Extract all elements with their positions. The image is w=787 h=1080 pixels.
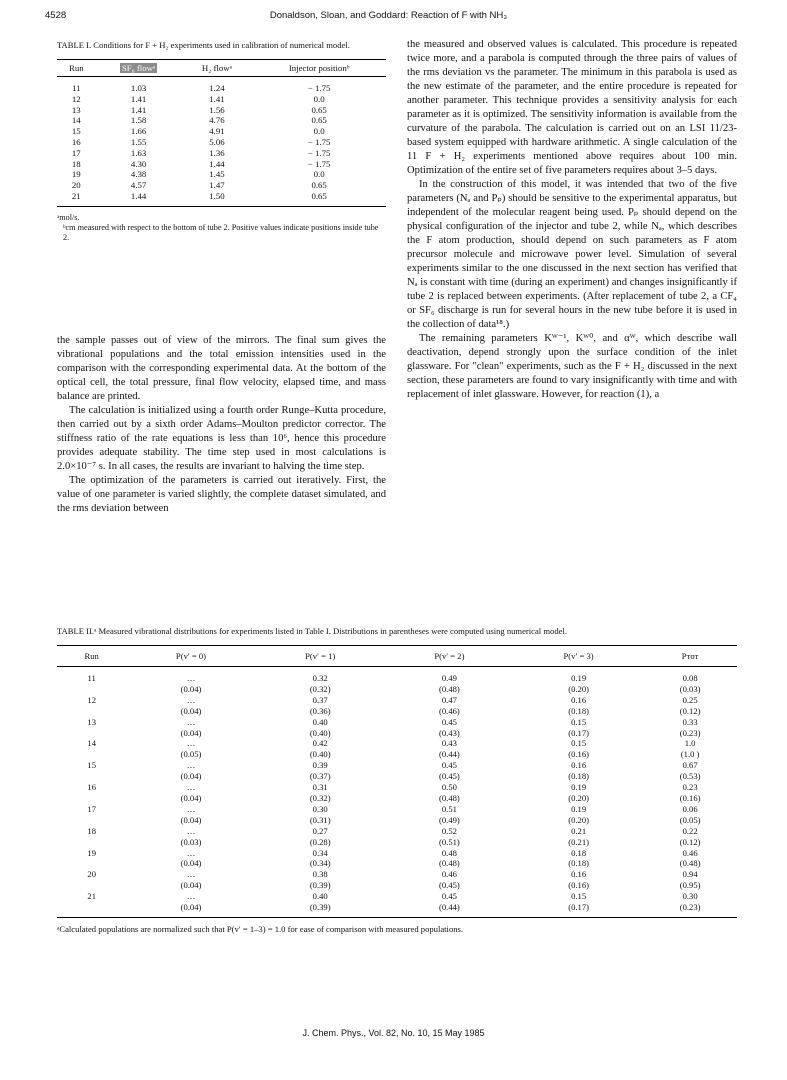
table-cell: 1.63	[130, 147, 147, 158]
table-cell: 0.34	[312, 847, 328, 858]
table-row	[57, 869, 737, 880]
table-cell: 0.32	[312, 673, 328, 683]
table-cell: …	[186, 803, 196, 814]
table-cell: 0.40	[312, 891, 328, 902]
table-cell: 0.38	[312, 869, 328, 880]
paragraph: the sample passes out of view of the mirrors. The final sum gives the vibrational populations and the total emission intensities used in the comparison with the corresponding experimental data. At the bottom of the optical cell, the total pressure, final flow velocity, elapsed time, and mass balance are printed.	[57, 335, 386, 402]
table-cell: 1.24	[209, 83, 225, 93]
table-cell	[57, 749, 126, 760]
table-row	[57, 902, 737, 917]
table-row	[57, 738, 737, 749]
table-1	[57, 59, 386, 207]
table-cell: (0.20)	[568, 814, 589, 825]
paragraph: The remaining parameters Kᵂ⁻¹, Kᵂ⁰, and αᵂ, which describe wall deactivation, depend strongly upon the surface condition of the inlet glassware. For "clean" experiments, such as the F + H₂ discussed in the next section, these parameters are found to vary insignificantly with time and with replacement of inlet glassware. However, for reaction (1), a	[407, 333, 737, 400]
table-row	[57, 180, 386, 191]
table-cell	[57, 815, 126, 826]
table-cell: 1.03	[130, 83, 147, 93]
table-cell: 0.16	[571, 869, 587, 880]
table-row	[57, 837, 737, 848]
table-cell: 0.08	[682, 673, 698, 683]
table-cell: 0.65	[311, 115, 327, 126]
table-cell: 1.66	[130, 126, 147, 137]
table-cell: 1.41	[209, 93, 225, 104]
table-cell: 13	[87, 716, 96, 727]
table-cell: (0.48)	[439, 792, 460, 803]
table-cell: …	[186, 782, 196, 793]
table-cell: (0.37)	[309, 771, 331, 782]
table-cell: (0.49)	[439, 814, 460, 825]
table-cell: …	[186, 738, 196, 749]
table-cell: 5.06	[209, 136, 225, 147]
column-header: Pᴛᴏᴛ	[643, 646, 737, 667]
table-cell: 1.45	[209, 169, 225, 180]
table-cell: (0.36)	[309, 705, 331, 716]
column-header: Injector positionᵇ	[252, 60, 386, 77]
table-cell: 17	[71, 147, 81, 158]
table-row	[57, 826, 737, 837]
table-cell: (0.12)	[679, 836, 701, 847]
table-cell: 4.57	[130, 180, 147, 191]
table-cell: 1.36	[209, 147, 225, 158]
table-cell: 0.06	[682, 803, 698, 814]
table-cell: 0.43	[441, 738, 457, 749]
table-cell: 4.30	[130, 158, 147, 169]
paragraph: In the construction of this model, it was intended that two of the five parameters (Nₐ and Pₚ) should be sensitive to the experimental apparatus, but independent of the molecular reagent being used. Pₚ should depend on the physical configuration of the injector and tube 2, while Nₐ, which describes the F atom production, should depend on such parameters as F atom precursor molecule and microwave power level. Simulation of several experiments similar to the one discussed in the next section has verified that Nₐ is constant with time (during an experiment) and changes insignificantly if tube 2 is replaced between experiments. (After replacement of tube 2, a CF₄ or SF₆ discharge is run for several hours in the new tube before it is used in the collection of data¹⁸.)	[407, 179, 737, 330]
table-cell: 0.46	[441, 869, 457, 880]
table-cell: 0.65	[311, 104, 327, 115]
table-row	[57, 667, 737, 684]
table-cell: 1.56	[209, 104, 225, 115]
table-cell: 0.45	[441, 891, 457, 902]
table-row	[57, 858, 737, 869]
table-cell: (0.23)	[643, 902, 737, 917]
table-row	[57, 760, 737, 771]
journal-footer: J. Chem. Phys., Vol. 82, No. 10, 15 May 1985	[302, 1028, 485, 1038]
table-cell: (0.48)	[679, 858, 701, 869]
table-cell: …	[186, 716, 196, 727]
table-cell: (0.51)	[439, 836, 460, 847]
table-cell: (0.16)	[568, 749, 589, 760]
table-cell: (0.17)	[514, 902, 643, 917]
table-row	[57, 717, 737, 728]
table-cell: 14	[87, 738, 96, 749]
table-cell: 0.42	[312, 738, 328, 749]
table-cell: 0.48	[441, 847, 457, 858]
table-row	[57, 891, 737, 902]
highlighted-header: SF₆ flowᵃ	[121, 63, 156, 73]
table-cell: 4.91	[209, 126, 225, 137]
table-cell: 4.76	[209, 115, 225, 126]
table-cell: (0.04)	[126, 902, 255, 917]
table-cell: (0.21)	[568, 836, 589, 847]
table-cell: (0.34)	[309, 858, 331, 869]
table-cell: 11	[72, 83, 81, 93]
table-row	[57, 706, 737, 717]
table-2	[57, 645, 737, 918]
table-cell: 0.19	[571, 782, 587, 793]
table-cell: 0.23	[682, 782, 698, 793]
table-cell: 12	[87, 694, 96, 705]
table-cell: (0.03)	[679, 683, 701, 694]
table-cell: (0.39)	[309, 880, 331, 891]
table-row	[57, 115, 386, 126]
table-cell: (0.04)	[180, 792, 202, 803]
table-cell: 0.37	[312, 694, 328, 705]
table-cell: (0.04)	[180, 771, 202, 782]
table-cell: …	[186, 760, 196, 771]
table-cell: 14	[71, 115, 81, 126]
table-cell: (0.28)	[309, 836, 331, 847]
table-cell: 15	[71, 126, 81, 137]
table-row	[57, 684, 737, 695]
table-cell: 0.30	[312, 803, 328, 814]
table-cell: (0.31)	[309, 814, 331, 825]
table-row	[57, 782, 737, 793]
table-row	[57, 77, 386, 94]
table-cell: (0.16)	[679, 792, 701, 803]
table-cell: 0.21	[571, 825, 587, 836]
table-cell: 0.50	[441, 782, 457, 793]
table-cell: 0.45	[441, 716, 457, 727]
table-cell: 0.0	[313, 93, 325, 104]
table-cell: 0.52	[441, 825, 457, 836]
table-cell: 0.40	[312, 716, 328, 727]
table-2-block	[57, 626, 737, 935]
table-cell	[57, 684, 126, 695]
table-2-caption: TABLE II.ᵃ Measured vibrational distributions for experiments listed in Table I. Distributions in parentheses were computed using numerical model.	[57, 626, 567, 636]
table-row	[57, 848, 737, 859]
table-row	[57, 815, 737, 826]
table-row	[57, 880, 737, 891]
table-cell: 20	[87, 869, 96, 880]
table-2-footnote: ᵃCalculated populations are normalized such that P(v′ = 1–3) = 1.0 for ease of comparison with measured populations.	[57, 923, 464, 934]
table-cell: 0.46	[682, 847, 698, 858]
table-1-footnote-a: ᵃmol/s.	[57, 212, 80, 222]
table-cell: 0.0	[313, 169, 325, 180]
table-cell: (0.46)	[439, 705, 460, 716]
table-cell	[57, 728, 126, 739]
table-cell: …	[186, 694, 196, 705]
table-cell: 1.44	[209, 158, 225, 169]
table-cell: 0.65	[252, 191, 386, 206]
table-cell: 0.27	[312, 825, 328, 836]
table-cell: 0.15	[571, 738, 587, 749]
table-cell: (0.04)	[180, 880, 202, 891]
table-cell: (0.44)	[439, 749, 460, 760]
table-cell: (0.40)	[309, 727, 331, 738]
table-cell: (0.18)	[568, 771, 589, 782]
table-cell: 1.55	[130, 136, 147, 147]
table-cell	[57, 771, 126, 782]
table-cell: (0.53)	[679, 771, 701, 782]
table-cell: (0.18)	[568, 858, 589, 869]
table-cell: (0.23)	[679, 727, 701, 738]
table-cell: 0.15	[571, 891, 587, 902]
paragraph: The calculation is initialized using a fourth order Runge–Kutta procedure, then carried out by a sixth order Adams–Moulton predictor corrector. The stiffness ratio of the rate equations is less than 10⁶, hence this procedure provides adequate stability. The time step used in most calculations is 2.0×10⁻⁷ s. In all cases, the results are invariant to halving the time step.	[57, 405, 386, 472]
table-cell: (0.32)	[309, 683, 331, 694]
table-cell: 0.31	[312, 782, 328, 793]
table-cell: …	[186, 891, 196, 902]
table-cell: (0.04)	[180, 705, 202, 716]
table-cell	[57, 880, 126, 891]
table-cell: 20	[71, 180, 81, 191]
table-row	[57, 94, 386, 105]
table-cell: 0.67	[682, 760, 698, 771]
table-cell: 19	[71, 169, 81, 180]
table-row	[57, 793, 737, 804]
table-1-footnote-b: ᵇcm measured with respect to the bottom of tube 2. Positive values indicate positions inside tube 2.	[63, 222, 379, 242]
table-cell	[57, 858, 126, 869]
paragraph: the measured and observed values is calculated. This procedure is repeated twice more, and a parabola is computed through the three pairs of values of the rms deviation vs the parameter. The minimum in this parabola is used as the new estimate of the parameter, and the entire procedure is repeated for another parameter. This technique provides a sensitivity analysis for each parameter as it is optimized. The sensitivity information is available from the curvature of the parabola. The calculation is carried out on an LSI 11/23-based system equipped with hardware arithmetic. A single calculation of the 11 F + H₂ experiments mentioned above requires about 100 min. Optimization of the entire set of five parameters requires about 3–5 days.	[407, 39, 737, 176]
table-cell: 0.33	[682, 716, 698, 727]
table-cell: (0.04)	[180, 727, 202, 738]
table-cell: (0.20)	[568, 792, 589, 803]
table-cell: (0.12)	[679, 705, 701, 716]
table-cell: (0.04)	[180, 858, 202, 869]
table-cell: …	[186, 847, 196, 858]
table-1-block	[57, 40, 386, 243]
table-cell: 0.39	[312, 760, 328, 771]
table-cell: 0.18	[571, 847, 587, 858]
table-cell: 0.30	[682, 891, 698, 902]
table-row	[57, 137, 386, 148]
table-cell: (0.04)	[180, 683, 202, 694]
table-cell: (1.0 )	[680, 749, 700, 760]
left-column-text	[57, 334, 386, 516]
table-cell: (0.05)	[180, 749, 202, 760]
table-cell: (0.39)	[256, 902, 385, 917]
table-row	[57, 126, 386, 137]
column-header: P(v′ = 3)	[514, 646, 643, 667]
table-cell: (0.05)	[679, 814, 701, 825]
running-header	[45, 10, 732, 24]
table-cell: 0.49	[441, 673, 457, 683]
column-header: P(v′ = 2)	[385, 646, 514, 667]
table-cell: (0.03)	[180, 836, 202, 847]
table-row	[57, 169, 386, 180]
column-header: P(v′ = 1)	[256, 646, 385, 667]
table-cell: 0.16	[571, 694, 587, 705]
table-row	[57, 148, 386, 159]
table-cell: (0.48)	[439, 683, 460, 694]
table-row	[57, 159, 386, 170]
table-cell: 1.58	[130, 115, 147, 126]
table-cell: …	[186, 869, 196, 880]
table-cell: 0.15	[571, 716, 587, 727]
table-cell	[57, 837, 126, 848]
table-cell: 21	[87, 891, 96, 902]
column-header: Run	[57, 646, 126, 667]
table-row	[57, 728, 737, 739]
table-cell: (0.40)	[309, 749, 331, 760]
table-cell: 0.47	[441, 694, 457, 705]
table-cell: 1.50	[182, 191, 253, 206]
table-cell: (0.48)	[439, 858, 460, 869]
table-cell: 1.41	[130, 93, 147, 104]
table-cell: 1.47	[209, 180, 225, 191]
column-header: Run	[57, 60, 96, 77]
table-cell: 0.22	[682, 825, 698, 836]
table-cell: 1.41	[130, 104, 147, 115]
table-cell: 0.65	[311, 180, 327, 191]
table-cell: 13	[71, 104, 81, 115]
table-cell: 17	[87, 803, 96, 814]
right-column-text	[407, 38, 737, 402]
table-cell: (0.17)	[568, 727, 589, 738]
table-cell: 18	[71, 158, 81, 169]
table-cell: (0.45)	[439, 880, 460, 891]
table-cell: 0.19	[571, 673, 587, 683]
table-cell: (0.45)	[439, 771, 460, 782]
table-cell: 12	[71, 93, 81, 104]
table-cell: 16	[71, 136, 81, 147]
table-cell: 4.38	[130, 169, 147, 180]
table-cell: − 1.75	[307, 136, 331, 147]
page-number: 4528	[45, 10, 67, 21]
column-header	[96, 60, 182, 77]
paragraph: The optimization of the parameters is carried out iteratively. First, the value of one parameter is varied slightly, the complete dataset simulated, and the rms deviation between	[57, 475, 386, 514]
column-header: P(v′ = 0)	[126, 646, 255, 667]
table-cell: 0.19	[571, 803, 587, 814]
table-cell: (0.04)	[180, 814, 202, 825]
table-cell: 0.94	[682, 869, 698, 880]
table-cell: 16	[87, 782, 96, 793]
table-cell: (0.20)	[568, 683, 589, 694]
table-row	[57, 749, 737, 760]
table-row	[57, 804, 737, 815]
table-cell: 0.16	[571, 760, 587, 771]
table-cell: (0.43)	[439, 727, 460, 738]
table-1-caption: TABLE I. Conditions for F + H₂ experiments used in calibration of numerical model.	[57, 40, 350, 50]
table-cell: − 1.75	[307, 147, 331, 158]
table-cell	[57, 902, 126, 917]
table-cell: 0.25	[682, 694, 698, 705]
table-cell: (0.18)	[568, 705, 589, 716]
table-cell: (0.16)	[568, 880, 589, 891]
table-cell: (0.32)	[309, 792, 331, 803]
table-cell	[57, 793, 126, 804]
table-cell: (0.44)	[385, 902, 514, 917]
table-cell: − 1.75	[307, 83, 331, 93]
table-cell: 11	[87, 673, 96, 683]
column-header: H₂ flowᵃ	[182, 60, 253, 77]
table-cell: 19	[87, 847, 96, 858]
table-cell: 15	[87, 760, 96, 771]
table-row	[57, 695, 737, 706]
table-cell: 18	[87, 825, 96, 836]
table-cell: − 1.75	[307, 158, 331, 169]
table-cell: 1.44	[96, 191, 182, 206]
table-cell: 0.0	[313, 126, 325, 137]
running-title: Donaldson, Sloan, and Goddard: Reaction of F with NH₃	[269, 10, 508, 21]
table-cell: 21	[57, 191, 96, 206]
table-cell: 1.0	[684, 738, 696, 749]
table-row	[57, 191, 386, 206]
table-row	[57, 105, 386, 116]
table-row	[57, 771, 737, 782]
table-cell: 0.45	[441, 760, 457, 771]
table-cell: 0.51	[441, 803, 457, 814]
table-cell	[57, 706, 126, 717]
table-cell: …	[186, 825, 196, 836]
table-cell: (0.95)	[679, 880, 701, 891]
table-cell: …	[186, 673, 196, 683]
